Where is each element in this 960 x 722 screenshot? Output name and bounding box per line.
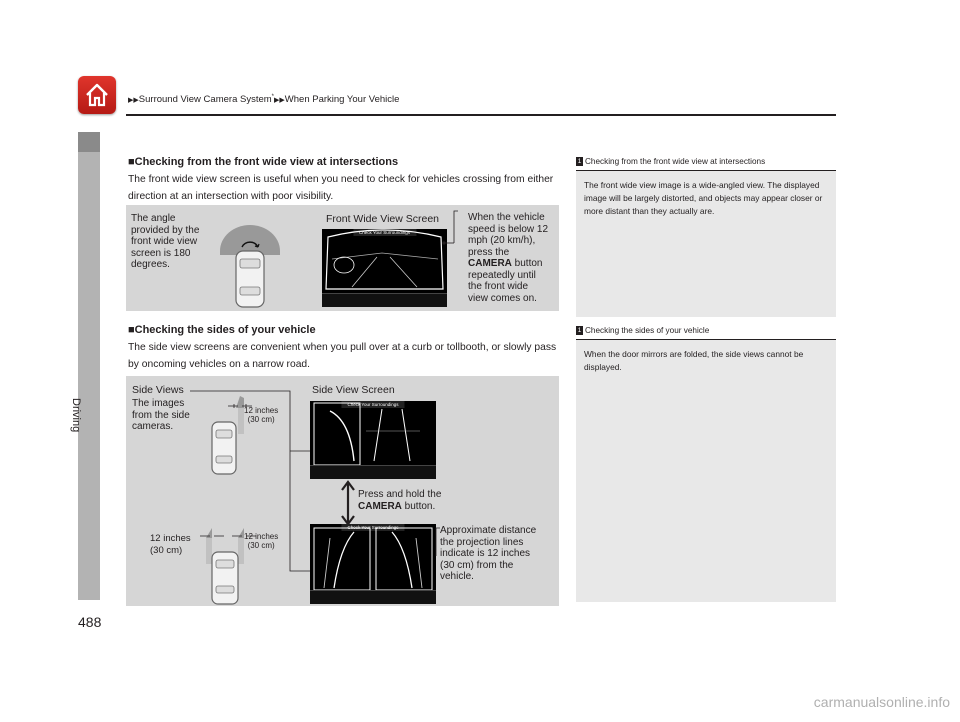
side-view-dual-image (310, 524, 436, 590)
front-callout-bracket (436, 209, 460, 249)
press-hold-instruction: Press and hold the CAMERA button. (358, 489, 442, 512)
side-view-screen-caption: Side View Screen (312, 384, 395, 396)
side-tab-active-marker (78, 132, 100, 152)
front-wide-view-image (322, 229, 447, 293)
screen-control-bar (310, 590, 436, 604)
screen-control-bar (310, 465, 436, 479)
note-heading: 1 Checking from the front wide view at intersections (576, 157, 836, 171)
screen-control-bar (322, 293, 447, 307)
header-rule (126, 114, 836, 116)
side-views-figure (126, 376, 559, 606)
section1-heading: ■Checking from the front wide view at intersections (128, 156, 399, 168)
front-wide-view-figure (126, 205, 559, 311)
angle-description: The angle provided by the front wide view screen is 180 degrees. (131, 213, 200, 270)
toggle-arrow (340, 480, 356, 526)
breadcrumb-link-surround-view[interactable]: Surround View Camera System (138, 94, 272, 106)
side-view-single-image (310, 401, 436, 465)
side-cameras-description: The images from the side cameras. (132, 398, 190, 432)
breadcrumb: ▶▶Surround View Camera System*▶▶When Parking Your Vehicle (128, 94, 400, 106)
front-wide-view-screen: Check Your Surroundings (322, 229, 447, 307)
side-view-screen-dual: Check Your Surroundings (310, 524, 436, 604)
home-button[interactable] (78, 76, 116, 114)
note-number-badge: 1 (577, 158, 582, 166)
side-tab (78, 132, 100, 600)
note-side-views (576, 326, 836, 602)
note-front-wide-view (576, 157, 836, 317)
note-body: The front wide view image is a wide-angled view. The displayed image will be largely distorted, and objects may appear closer or more distant than they actually are. (576, 171, 836, 317)
side-tab-label[interactable]: Driving (70, 398, 82, 433)
side-views-label: Side Views (132, 384, 184, 396)
watermark: carmanualsonline.info (813, 694, 950, 710)
note-body: When the door mirrors are folded, the side views cannot be displayed. (576, 340, 836, 602)
side-view-screen-single: Check Your Surroundings (310, 401, 436, 479)
front-wide-view-caption: Front Wide View Screen (326, 213, 440, 225)
breadcrumb-current: When Parking Your Vehicle (284, 94, 400, 106)
lower-left-measurement-label: 12 inches (30 cm) (150, 533, 191, 556)
note-heading: 1 Checking the sides of your vehicle (576, 326, 836, 340)
page-number: 488 (78, 614, 102, 630)
camera-callout-text: When the vehicle speed is below 12 mph (20 km/h), press the CAMERA button repeatedly until the front wide view comes on. (468, 212, 549, 304)
section1-body: The front wide view screen is useful when you need to check for vehicles crossing from either direction at an intersection with poor visibility. (128, 174, 554, 202)
note-number-badge: 1 (577, 327, 582, 335)
section2-body: The side view screens are convenient when you pull over at a curb or tollbooth, or slowly pass by oncoming vehicles on a narrow road. (128, 342, 557, 370)
approx-distance-description: Approximate distance the projection lines indicate is 12 inches (30 cm) from the vehicle. (440, 525, 537, 582)
car-top-view-front (218, 225, 282, 309)
upper-measurement-label: 12 inches (30 cm) (244, 406, 279, 424)
lower-right-measurement-label: 12 inches (30 cm) (244, 532, 279, 550)
home-icon (83, 81, 111, 109)
section2-heading: ■Checking the sides of your vehicle (128, 324, 316, 336)
